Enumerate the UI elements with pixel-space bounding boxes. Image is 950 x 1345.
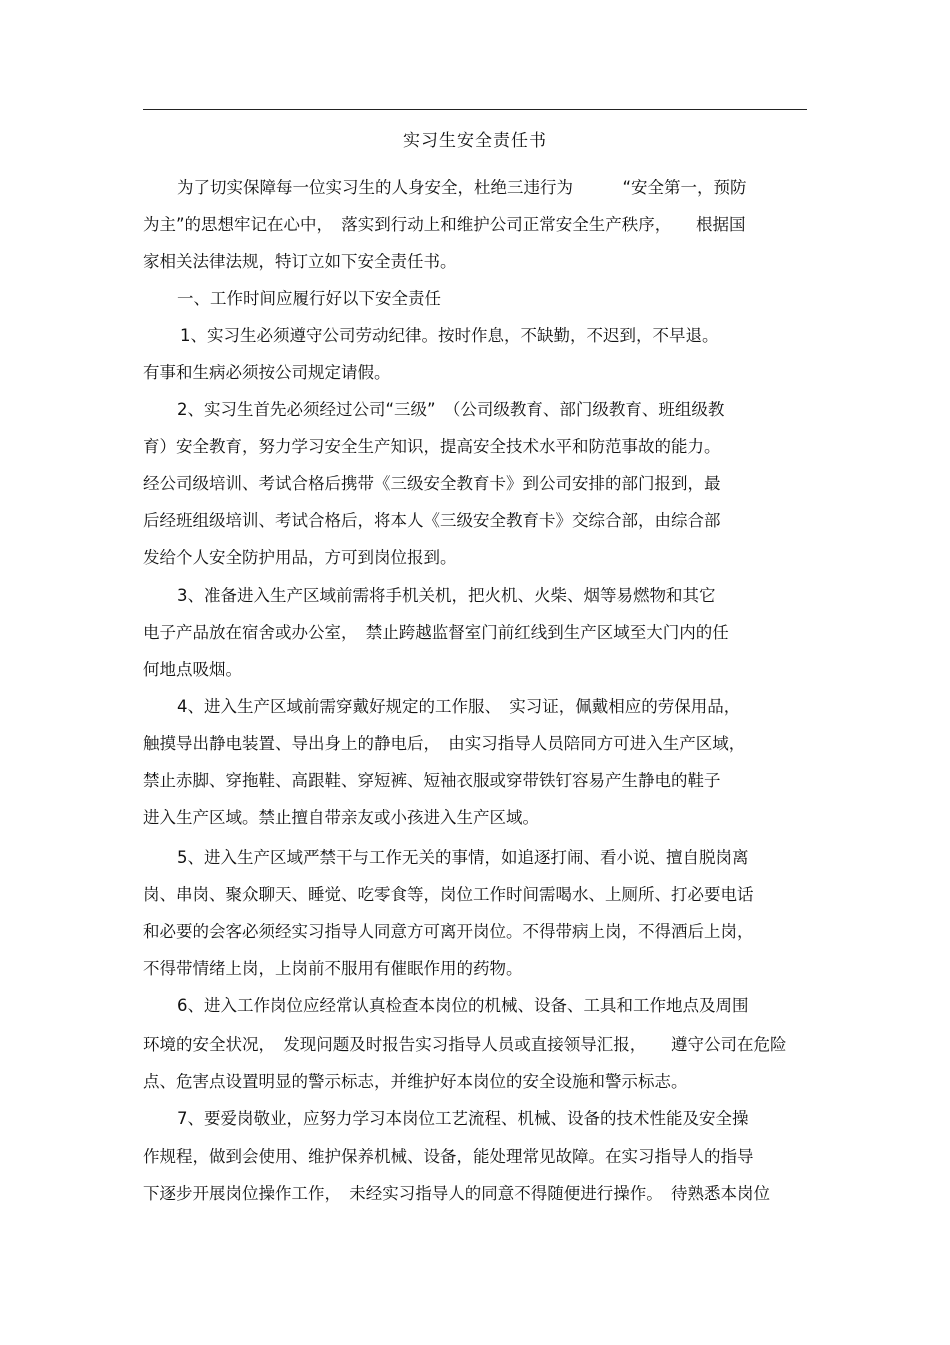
body-line: 育）安全教育，努力学习安全生产知识，提高安全技术水平和防范事故的能力。 xyxy=(143,437,721,456)
body-line: 下逐步开展岗位操作工作， 未经实习指导人的同意不得随便进行操作。 待熟悉本岗位 xyxy=(143,1184,770,1203)
body-line: 进入生产区域。禁止擅自带亲友或小孩进入生产区域。 xyxy=(143,808,539,827)
body-line: 5、进入生产区域严禁干与工作无关的事情，如追逐打闹、看小说、擅自脱岗离 xyxy=(177,848,749,867)
body-line: 岗、串岗、聚众聊天、睡觉、吃零食等，岗位工作时间需喝水、上厕所、打必要电话 xyxy=(143,885,754,904)
body-line: 1、实习生必须遵守公司劳动纪律。按时作息，不缺勤，不迟到，不早退。 xyxy=(180,326,719,345)
body-line: 发给个人安全防护用品，方可到岗位报到。 xyxy=(143,548,457,567)
body-line: 后经班组级培训、考试合格后，将本人《三级安全教育卡》交综合部，由综合部 xyxy=(143,511,721,530)
body-line: 和必要的会客必须经实习指导人同意方可离开岗位。不得带病上岗，不得酒后上岗， xyxy=(143,922,754,941)
body-line: 环境的安全状况， 发现问题及时报告实习指导人员或直接领导汇报， 遵守公司在危险 xyxy=(143,1035,787,1054)
body-line: 电子产品放在宿舍或办公室， 禁止跨越监督室门前红线到生产区域至大门内的任 xyxy=(143,623,729,642)
body-line: 6、进入工作岗位应经常认真检查本岗位的机械、设备、工具和工作地点及周围 xyxy=(177,996,749,1015)
body-line: 触摸导出静电装置、导出身上的静电后， 由实习指导人员陪同方可进入生产区域， xyxy=(143,734,746,753)
body-line: 为主”的思想牢记在心中， 落实到行动上和维护公司正常安全生产秩序， 根据国 xyxy=(143,215,746,234)
body-line: 2、实习生首先必须经过公司“三级” （公司级教育、部门级教育、班组级教 xyxy=(177,400,725,419)
body-line: 7、要爱岗敬业，应努力学习本岗位工艺流程、机械、设备的技术性能及安全操 xyxy=(177,1109,749,1128)
body-line: 点、危害点设置明显的警示标志，并维护好本岗位的安全设施和警示标志。 xyxy=(143,1072,688,1091)
document-title: 实习生安全责任书 xyxy=(403,131,547,151)
header-rule xyxy=(143,109,807,110)
body-line: 不得带情绪上岗，上岗前不服用有催眠作用的药物。 xyxy=(143,959,523,978)
body-line: 作规程，做到会使用、维护保养机械、设备，能处理常见故障。在实习指导人的指导 xyxy=(143,1147,754,1166)
body-line: 家相关法律法规，特订立如下安全责任书。 xyxy=(143,252,457,271)
body-line: 禁止赤脚、穿拖鞋、高跟鞋、穿短裤、短袖衣服或穿带铁钉容易产生静电的鞋子 xyxy=(143,771,721,790)
body-line: 3、准备进入生产区域前需将手机关机，把火机、火柴、烟等易燃物和其它 xyxy=(177,586,716,605)
body-line: 有事和生病必须按公司规定请假。 xyxy=(143,363,391,382)
section-heading: 一、工作时间应履行好以下安全责任 xyxy=(177,289,441,308)
body-line: 4、进入生产区域前需穿戴好规定的工作服、 实习证，佩戴相应的劳保用品， xyxy=(177,697,741,716)
body-line: 经公司级培训、考试合格后携带《三级安全教育卡》到公司安排的部门报到，最 xyxy=(143,474,721,493)
body-line: 为了切实保障每一位实习生的人身安全，杜绝三违行为 “安全第一，预防 xyxy=(177,178,747,197)
body-line: 何地点吸烟。 xyxy=(143,660,242,679)
